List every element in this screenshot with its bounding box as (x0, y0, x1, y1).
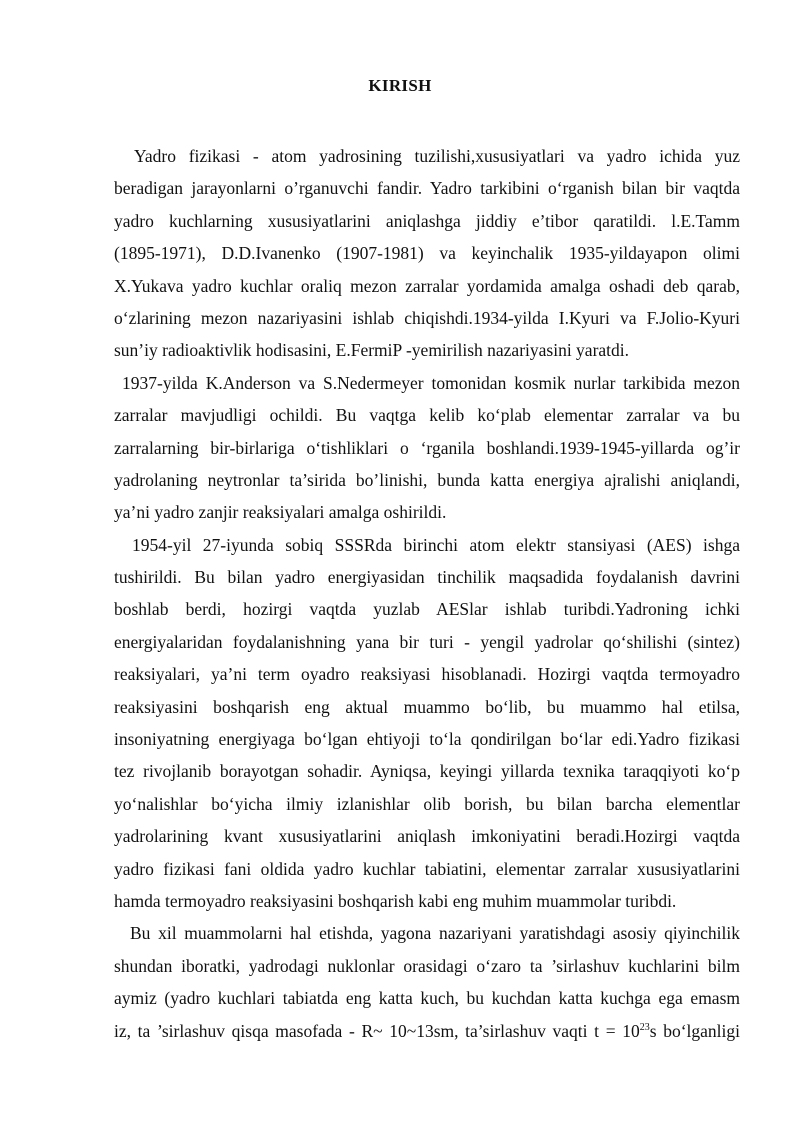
text-line: yadro fizikasi fani oldida yadro kuchlar tabiatini, elementar zarralar xususiyatlarini (114, 858, 740, 879)
text-line: yadro kuchlarning xususiyatlarini aniqlashga jiddiy e’tibor qaratildi. l.E.Tamm (114, 210, 740, 231)
text-line: Bu xil muammolarni hal etishda, yagona nazariyani yaratishdagi asosiy qiyinchilik (130, 923, 740, 944)
text-line: (1895-1971), D.D.Ivanenko (1907-1981) va keyinchalik 1935-yildayapon olimi (114, 243, 740, 264)
text-line: yadrolaning neytronlar ta’sirida bo’linishi, bunda katta energiya ajralishi aniqlandi, (114, 469, 740, 490)
text-line: reaksiyasini boshqarish eng aktual muammo bo‘lib, bu muammo hal etilsa, (114, 696, 740, 717)
text-line: ya’ni yadro zanjir reaksiyalari amalga oshirildi. (114, 502, 447, 523)
text-line: 1937-yilda K.Anderson va S.Nedermeyer tomonidan kosmik nurlar tarkibida mezon (122, 372, 740, 393)
text-line: o‘zlarining mezon nazariyasini ishlab chiqishdi.1934-yilda I.Kyuri va F.Jolio-Kyuri (114, 307, 740, 328)
text-line: Yadro fizikasi - atom yadrosining tuzilishi,xususiyatlari va yadro ichida yuz (134, 146, 740, 166)
text-line: boshlab berdi, hozirgi vaqtda yuzlab AESlar ishlab turibdi.Yadroning ichki (114, 599, 740, 620)
text-line: hamda termoyadro reaksiyasini boshqarish kabi eng muhim muammolar turibdi. (114, 890, 677, 911)
text-line: zarralar mavjudligi ochildi. Bu vaqtga kelib ko‘plab elementar zarralar va bu (114, 405, 740, 426)
exponent: 23 (639, 1021, 650, 1033)
text-line: beradigan jarayonlarni o’rganuvchi fandir. Yadro tarkibini o‘rganish bilan bir vaqtda (114, 178, 740, 199)
text-line: yo‘nalishlar bo‘yicha ilmiy izlanishlar olib borish, bu bilan barcha elementlar (114, 793, 740, 814)
text-line: shundan iboratki, yadrodagi nuklonlar orasidagi o‘zaro ta ’sirlashuv kuchlarini bilm (114, 955, 740, 976)
text-line: insoniyatning energiyaga bo‘lgan ehtiyoji to‘la qondirilgan bo‘lar edi.Yadro fizikasi (114, 729, 740, 750)
text-fragment: iz, ta ’sirlashuv qisqa masofada - R~ 10~13sm, ta’sirlashuv vaqti t = 10 (114, 1020, 640, 1041)
text-line: zarralarning bir-birlariga o‘tishliklari o ‘rganila boshlandi.1939-1945-yillarda og’ir (114, 437, 740, 458)
text-line: tez rivojlanib borayotgan sohadir. Ayniqsa, keyingi yillarda texnika taraqqiyoti ko‘p (114, 761, 740, 782)
body-text (114, 140, 740, 1047)
text-line: X.Yukava yadro kuchlar oraliq mezon zarralar yordamida amalga oshadi deb qarab, (114, 275, 740, 296)
text-line: reaksiyalari, ya’ni term oyadro reaksiyasi hisoblanadi. Hozirgi vaqtda termoyadro (114, 664, 740, 685)
page-title: KIRISH (368, 76, 432, 95)
text-line: aymiz (yadro kuchlari tabiatda eng katta kuch, bu kuchdan katta kuchga ega emasm (114, 988, 740, 1009)
text-line: energiyalaridan foydalanishning yana bir turi - yengil yadrolar qo‘shilishi (sintez) (114, 631, 740, 652)
text-line: yadrolarining kvant xususiyatlarini aniqlash imkoniyatini beradi.Hozirgi vaqtda (114, 826, 740, 847)
text-line-last (114, 1015, 740, 1047)
text-line: 1954-yil 27-iyunda sobiq SSSRda birinchi atom elektr stansiyasi (AES) ishga (132, 534, 740, 555)
text-fragment: s bo‘lganligi (649, 1020, 740, 1041)
text-line: sun’iy radioaktivlik hodisasini, E.FermiP -yemirilish nazariyasini yaratdi. (114, 340, 630, 361)
text-line: tushirildi. Bu bilan yadro energiyasidan tinchilik maqsadida foydalanish davrini (114, 567, 740, 588)
